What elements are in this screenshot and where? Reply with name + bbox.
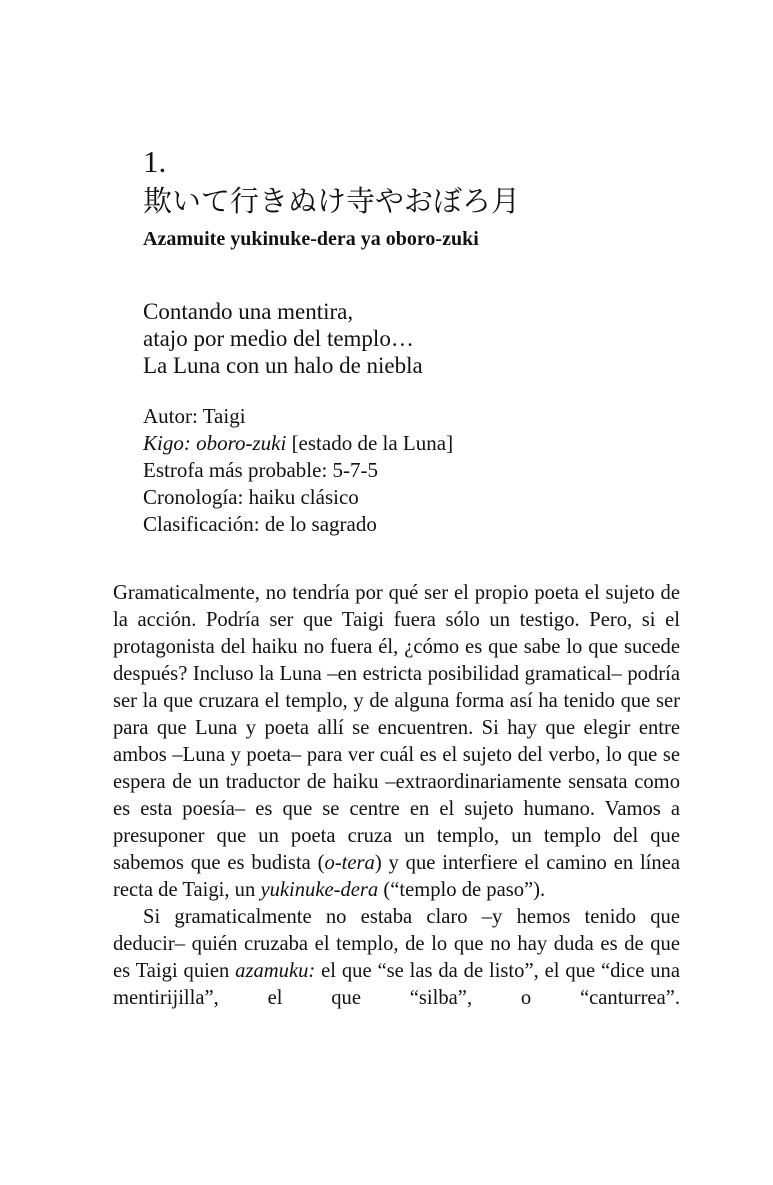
commentary-paragraph-1 [113, 580, 680, 904]
paragraph-1-italic-yukinuke-dera: yukinuke-dera [260, 879, 379, 901]
meta-autor: Autor: Taigi [143, 404, 246, 428]
paragraph-2-text-b: el que “se las da de listo”, el que “dice una mentirijilla”, el que “silba”, o “canturrea”. [113, 960, 680, 1009]
translation-line-2: atajo por medio del templo… [143, 326, 414, 351]
paragraph-1-italic-o-tera: o-tera [324, 852, 375, 874]
commentary-text [113, 580, 680, 1012]
meta-cronologia: Cronología: haiku clásico [143, 485, 359, 509]
paragraph-1-text-b: ) y que interfiere el camino en línea recta de Taigi, un [113, 852, 680, 901]
haiku-translation [143, 298, 703, 379]
paragraph-2-text-a: Si gramaticalmente no estaba claro –y hemos tenido que deducir– quién cruzaba el templo, de lo que no hay duda es de que es Taigi quien [113, 906, 680, 982]
meta-estrofa: Estrofa más probable: 5-7-5 [143, 458, 379, 482]
translation-line-1: Contando una mentira, [143, 299, 354, 324]
meta-clasificacion: Clasificación: de lo sagrado [143, 512, 377, 536]
paragraph-1-text-a: Gramaticalmente, no tendría por qué ser el propio poeta el sujeto de la acción. Podría ser que Taigi fuera sólo un testigo. Pero, si el protagonista del haiku no fuera él, ¿cómo es que sabe lo que sucede después? Incluso la Luna –en estricta posibilidad gramatical– podría ser la que cruzara el templo, y de alguna forma así ha tenido que ser para que Luna y poeta allí se encuentren. Si hay que elegir entre ambos –Luna y poeta– para ver cuál es el sujeto del verbo, lo que se espera de un traductor de haiku –extraordinariamente sensata como es esta poesía– es que se centre en el sujeto humano. Vamos a presuponer que un poeta cruza un templo, un templo del que sabemos que es budista ( [113, 582, 680, 874]
translation-line-3: La Luna con un halo de niebla [143, 353, 423, 378]
paragraph-2-italic-azamuku: azamuku: [235, 960, 316, 982]
haiku-japanese-text: 欺いて行きぬけ寺やおぼろ月 [143, 184, 521, 218]
haiku-entry [143, 143, 703, 538]
meta-kigo-label: Kigo: oboro-zuki [143, 431, 287, 455]
paragraph-1-text-c: (“templo de paso”). [378, 879, 546, 901]
meta-kigo-rest: [estado de la Luna] [286, 431, 454, 455]
commentary-paragraph-2 [113, 904, 680, 1012]
meta-kigo [143, 430, 703, 457]
haiku-romaji: Azamuite yukinuke-dera ya oboro-zuki [143, 228, 479, 250]
haiku-metadata [143, 403, 703, 538]
haiku-number: 1. [143, 144, 167, 179]
